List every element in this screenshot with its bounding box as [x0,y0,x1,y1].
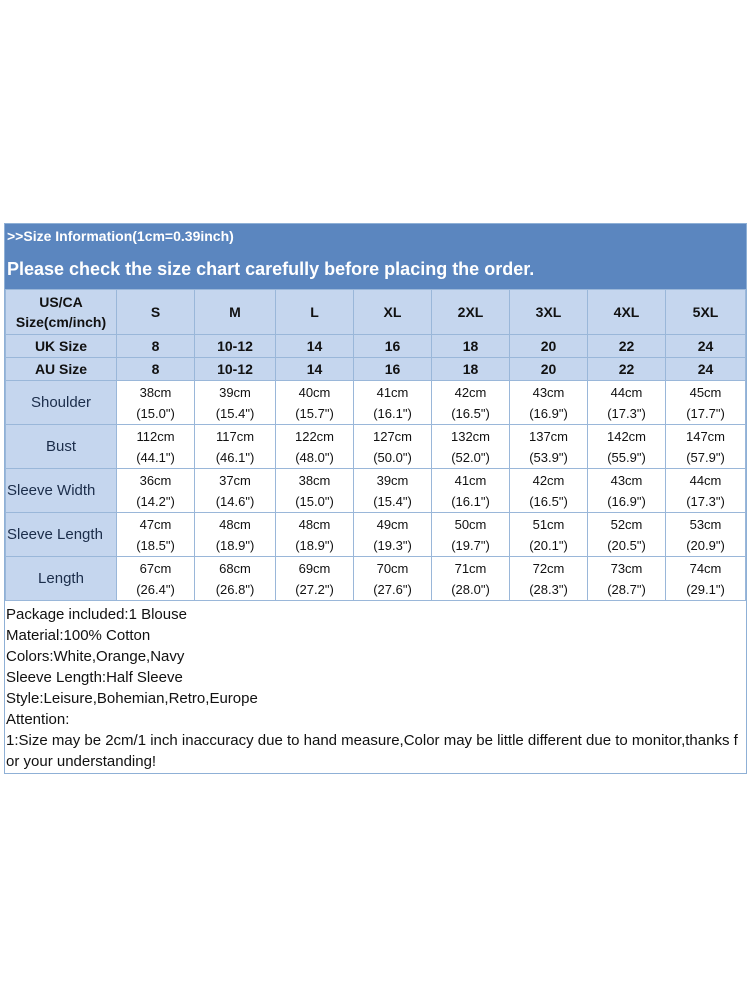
measurement-inch: (52.0") [451,449,490,465]
measurement-inch: (15.4") [373,493,412,509]
measurement-inch: (20.1") [529,537,568,553]
measurement-cell [666,469,746,513]
material-info: Material:100% Cotton [6,627,151,644]
measurement-cell [354,381,432,425]
size-header-cell: L [276,290,354,335]
measurement-cell [432,381,510,425]
measurement-label: Sleeve Width [6,469,117,513]
size-header-cell: 2XL [432,290,510,335]
measurement-cell [588,425,666,469]
measurement-cell [117,425,195,469]
measurement-row [6,513,746,557]
measurement-cm: 37cm [219,472,251,488]
measurement-cell [510,469,588,513]
measurement-inch: (16.5") [529,493,568,509]
measurement-inch: (17.7") [686,405,725,421]
uk-size-cell: 24 [666,335,746,358]
measurement-cm: 38cm [139,384,172,400]
measurement-cm: 127cm [372,428,413,444]
measurement-inch: (46.1") [215,449,255,465]
measurement-inch: (16.9") [529,405,568,421]
measurement-cm: 38cm [298,472,331,488]
measurement-inch: (18.9") [215,537,255,553]
measurement-cm: 48cm [219,516,251,532]
measurement-inch: (26.8") [215,581,255,597]
measurement-cell [666,381,746,425]
uk-size-cell: 20 [510,335,588,358]
measurement-cm: 132cm [450,428,491,444]
measurement-cm: 50cm [454,516,487,532]
au-size-cell: 14 [276,358,354,381]
size-header-cell: 5XL [666,290,746,335]
measurement-inch: (29.1") [686,581,725,597]
au-size-cell: 10-12 [195,358,276,381]
size-header-cell: 3XL [510,290,588,335]
colors-info: Colors:White,Orange,Navy [6,648,185,665]
measurement-cell [432,513,510,557]
size-header-cell: S [117,290,195,335]
measurement-cm: 74cm [689,560,722,576]
style-info: Style:Leisure,Bohemian,Retro,Europe [6,690,258,707]
measurement-cell [276,513,354,557]
uk-size-label: UK Size [6,335,117,358]
measurement-inch: (28.3") [529,581,568,597]
measurement-cm: 122cm [294,428,335,444]
measurement-inch: (18.9") [295,537,334,553]
au-size-label: AU Size [6,358,117,381]
measurement-cell [195,513,276,557]
notice-header: Please check the size chart carefully before placing the order. [5,249,746,289]
measurement-cell [354,557,432,601]
measurement-cell [510,425,588,469]
uk-size-row [6,335,746,358]
measurement-inch: (17.3") [607,405,646,421]
measurement-cm: 44cm [610,384,643,400]
measurement-cm: 45cm [689,384,722,400]
measurement-cm: 43cm [610,472,643,488]
measurement-cm: 112cm [136,428,175,444]
size-header-cell: M [195,290,276,335]
measurement-inch: (20.9") [686,537,725,553]
sleeve-info: Sleeve Length:Half Sleeve [6,669,183,686]
measurement-inch: (28.7") [607,581,646,597]
measurement-cm: 137cm [528,428,569,444]
measurement-cm: 70cm [376,560,409,576]
au-size-cell: 16 [354,358,432,381]
measurement-cell [588,469,666,513]
corner-line-1: US/CA [39,294,83,310]
size-header-cell: 4XL [588,290,666,335]
measurement-cm: 43cm [532,384,565,400]
measurement-cell [510,557,588,601]
measurement-row [6,557,746,601]
package-info: Package included:1 Blouse [6,606,187,623]
product-info [6,604,744,772]
uk-size-cell: 14 [276,335,354,358]
uk-size-cell: 22 [588,335,666,358]
measurement-cm: 72cm [532,560,565,576]
measurement-cm: 69cm [298,560,331,576]
corner-line-2: Size(cm/inch) [15,314,107,330]
uk-size-cell: 10-12 [195,335,276,358]
au-size-cell: 24 [666,358,746,381]
measurement-row [6,381,746,425]
attention-note: 1:Size may be 2cm/1 inch inaccuracy due to hand measure,Color may be little different due to monitor,thanks for your understanding! [6,732,738,770]
measurement-cell [354,425,432,469]
size-chart-sheet [4,223,747,774]
measurement-cell [276,381,354,425]
measurement-label: Shoulder [6,381,117,425]
measurement-cm: 147cm [685,428,726,444]
measurement-cm: 41cm [376,384,409,400]
measurement-inch: (20.5") [607,537,646,553]
measurement-cm: 44cm [689,472,722,488]
measurement-cell [588,381,666,425]
measurement-inch: (19.3") [373,537,412,553]
measurement-inch: (16.1") [373,405,412,421]
measurement-cell [666,557,746,601]
measurement-cell [195,425,276,469]
measurement-inch: (14.2") [136,493,175,509]
uk-size-cell: 18 [432,335,510,358]
measurement-cell [354,469,432,513]
measurement-cm: 40cm [298,384,331,400]
measurement-inch: (15.4") [215,405,255,421]
measurement-inch: (15.7") [295,405,334,421]
measurement-cell [666,513,746,557]
au-size-cell: 8 [117,358,195,381]
measurement-inch: (17.3") [686,493,725,509]
measurement-inch: (27.2") [295,581,334,597]
measurement-cell [432,469,510,513]
measurement-inch: (18.5") [136,537,175,553]
measurement-inch: (48.0") [295,449,334,465]
size-header-cell: XL [354,290,432,335]
measurement-cell [354,513,432,557]
uk-size-cell: 16 [354,335,432,358]
attention-label: Attention: [6,711,70,728]
measurement-row [6,469,746,513]
size-corner-cell [6,290,117,335]
measurement-cell [588,557,666,601]
measurement-cell [117,557,195,601]
measurement-inch: (16.1") [451,493,490,509]
measurement-label: Length [6,557,117,601]
measurement-cell [117,513,195,557]
size-table [5,289,746,601]
measurement-cm: 41cm [454,472,487,488]
measurement-cell [432,425,510,469]
measurement-inch: (50.0") [373,449,412,465]
measurement-inch: (27.6") [373,581,412,597]
measurement-cm: 39cm [376,472,409,488]
size-info-header: >>Size Information(1cm=0.39inch) [5,224,746,249]
au-size-cell: 22 [588,358,666,381]
measurement-inch: (19.7") [451,537,490,553]
measurement-cell [588,513,666,557]
measurement-cell [510,513,588,557]
measurement-cm: 51cm [532,516,565,532]
size-table-body [6,290,746,601]
measurement-cell [276,469,354,513]
measurement-cm: 71cm [454,560,487,576]
measurement-cell [195,469,276,513]
measurement-label: Sleeve Length [6,513,117,557]
measurement-inch: (53.9") [529,449,568,465]
measurement-cm: 36cm [139,472,172,488]
measurement-row [6,425,746,469]
measurement-cm: 52cm [610,516,643,532]
measurement-cell [666,425,746,469]
measurement-inch: (28.0") [451,581,490,597]
measurement-cell [276,557,354,601]
size-header-row [6,290,746,335]
measurement-cm: 47cm [139,516,172,532]
measurement-cm: 73cm [610,560,643,576]
measurement-cell [195,381,276,425]
measurement-cm: 49cm [376,516,409,532]
measurement-inch: (15.0") [136,405,175,421]
measurement-cell [117,469,195,513]
measurement-cell [195,557,276,601]
measurement-inch: (14.6") [215,493,255,509]
measurement-cell [510,381,588,425]
measurement-cm: 117cm [215,428,255,444]
au-size-cell: 20 [510,358,588,381]
measurement-cm: 39cm [219,384,251,400]
measurement-inch: (16.5") [451,405,490,421]
measurement-inch: (16.9") [607,493,646,509]
measurement-inch: (44.1") [136,449,175,465]
au-size-cell: 18 [432,358,510,381]
measurement-cm: 67cm [139,560,172,576]
uk-size-cell: 8 [117,335,195,358]
measurement-inch: (55.9") [607,449,646,465]
measurement-cell [432,557,510,601]
measurement-cm: 53cm [689,516,722,532]
measurement-cell [117,381,195,425]
measurement-cm: 142cm [606,428,647,444]
measurement-cm: 68cm [219,560,251,576]
measurement-cell [276,425,354,469]
measurement-inch: (15.0") [295,493,334,509]
measurement-label: Bust [6,425,117,469]
measurement-cm: 42cm [532,472,565,488]
measurement-cm: 48cm [298,516,331,532]
measurement-inch: (26.4") [136,581,175,597]
au-size-row [6,358,746,381]
measurement-cm: 42cm [454,384,487,400]
measurement-inch: (57.9") [686,449,725,465]
